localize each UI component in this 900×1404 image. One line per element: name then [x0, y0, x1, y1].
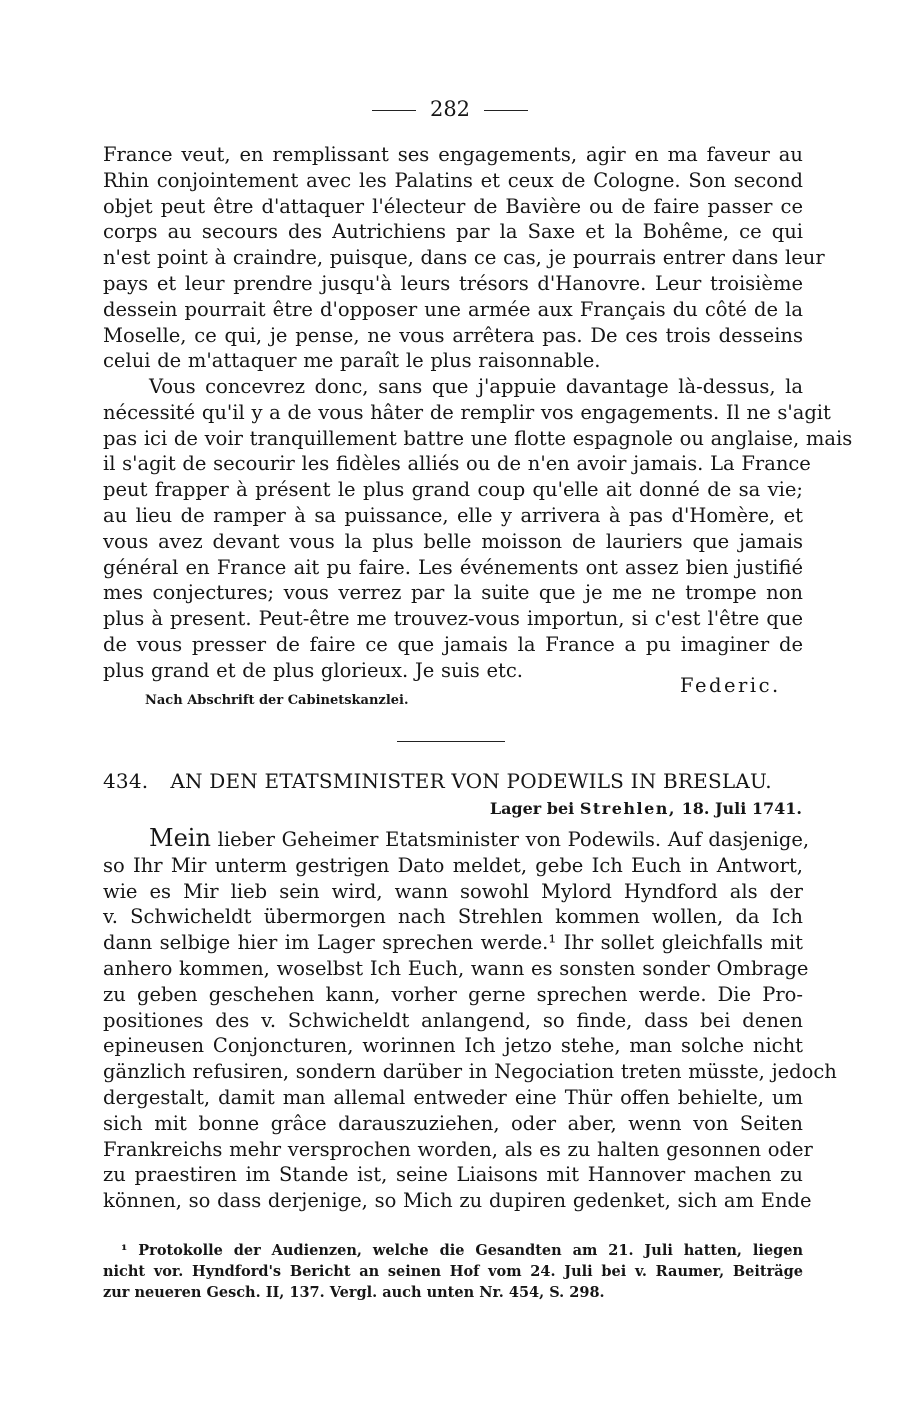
text-line: Rhin conjointement avec les Palatins et ceux de Cologne. Son second [103, 168, 803, 192]
text-line: de vous presser de faire ce que jamais la France a pu imaginer de [103, 632, 803, 656]
text-line: epineusen Conjoncturen, worinnen Ich jetzo stehe, man solche nicht [103, 1034, 803, 1058]
text-line: gänzlich refusiren, sondern darüber in Negociation treten müsste, jedoch [103, 1060, 837, 1084]
letter-paragraph-1 [103, 142, 825, 374]
footnote-line: ¹ Protokolle der Audienzen, welche die Gesandten am 21. Juli hatten, liegen [121, 1242, 803, 1259]
first-word: Mein [149, 824, 211, 852]
dateline-prefix: Lager bei [489, 799, 575, 818]
page-number: 282 [429, 97, 471, 121]
header-dash-right [484, 110, 528, 111]
text-line: Frankreichs mehr versprochen worden, als es zu halten gesonnen oder [103, 1137, 813, 1161]
text-line: pays et leur prendre jusqu'à leurs trésors d'Hanovre. Leur troisième [103, 271, 803, 295]
text-line: sich mit bonne grâce darauszuziehen, oder aber, wenn von Seiten [103, 1111, 803, 1135]
text-line: vous avez devant vous la plus belle moisson de lauriers que jamais [103, 529, 803, 553]
document-body [103, 824, 837, 1214]
text-line: peut frapper à présent le plus grand coup qu'elle ait donné de sa vie; [103, 478, 803, 502]
text-line: wie es Mir lieb sein wird, wann sowohl Mylord Hyndford als der [103, 879, 803, 903]
text-line: zu praestiren im Stande ist, seine Liaisons mit Hannover machen zu [103, 1163, 803, 1187]
text-line: dergestalt, damit man allemal entweder eine Thür offen behielte, um [103, 1085, 803, 1109]
section-divider [397, 741, 505, 742]
text-line: au lieu de ramper à sa puissance, elle y arrivera à pas d'Homère, et [103, 503, 803, 527]
text-line: v. Schwicheldt übermorgen nach Strehlen kommen wollen, da Ich [103, 905, 803, 929]
dateline-date: 18. Juli 1741. [681, 799, 802, 818]
footnotes [103, 1240, 803, 1303]
source-note: Nach Abschrift der Cabinetskanzlei. [145, 693, 409, 708]
text-line: plus grand et de plus glorieux. Je suis etc. [103, 658, 524, 682]
text-line: il s'agit de secourir les fidèles alliés ou de n'en avoir jamais. La France [103, 452, 811, 476]
document-heading [103, 768, 803, 794]
dateline [490, 799, 802, 818]
text-line: so Ihr Mir unterm gestrigen Dato meldet, gebe Ich Euch in Antwort, [103, 853, 803, 877]
text-line: plus à present. Peut-être me trouvez-vous importun, si c'est l'être que [103, 607, 803, 631]
dateline-place: Strehlen, [579, 799, 676, 818]
text-line: France veut, en remplissant ses engagements, agir en ma faveur au [103, 143, 803, 166]
text-line [103, 824, 810, 853]
footnote-line: zur neueren Gesch. II, 137. Vergl. auch unten Nr. 454, S. 298. [103, 1284, 605, 1301]
text-line: mes conjectures; vous verrez par la suite que je me ne trompe non [103, 581, 803, 605]
header-dash-left [372, 110, 416, 111]
letter-paragraph-2 [103, 374, 853, 684]
document-number: 434. [103, 769, 149, 793]
text-line: général en France ait pu faire. Les événements ont assez bien justifié [103, 555, 803, 579]
text-line: n'est point à craindre, puisque, dans ce cas, je pourrais entrer dans leur [103, 246, 825, 270]
text-line: Vous concevrez donc, sans que j'appuie davantage là-dessus, la [149, 375, 803, 398]
text-line-rest: lieber Geheimer Etatsminister von Podewils. Auf dasjenige, [210, 828, 810, 851]
text-line: dann selbige hier im Lager sprechen werde.¹ Ihr sollet gleichfalls mit [103, 931, 803, 955]
text-line: anhero kommen, woselbst Ich Euch, wann es sonsten sonder Ombrage [103, 956, 809, 980]
text-line: pas ici de voir tranquillement battre une flotte espagnole ou anglaise, mais [103, 426, 853, 450]
text-line: dessein pourrait être d'opposer une armée aux Français du côté de la [103, 297, 803, 321]
text-line: corps au secours des Autrichiens par la Saxe et la Bohême, ce qui [103, 220, 803, 244]
text-line: Moselle, ce qui, je pense, ne vous arrêtera pas. De ces trois desseins [103, 323, 803, 347]
footnote-line: nicht vor. Hyndford's Bericht an seinen Hof vom 24. Juli bei v. Raumer, Beiträge [103, 1263, 803, 1280]
page-header [0, 96, 900, 122]
text-line: celui de m'attaquer me paraît le plus raisonnable. [103, 349, 601, 373]
text-line: nécessité qu'il y a de vous hâter de remplir vos engagements. Il ne s'agit [103, 400, 831, 424]
text-line: zu geben geschehen kann, vorher gerne sprechen werde. Die Pro- [103, 982, 803, 1006]
signature: Federic. [680, 674, 781, 697]
text-line: können, so dass derjenige, so Mich zu dupiren gedenket, sich am Ende [103, 1189, 812, 1213]
text-line: positiones des v. Schwicheldt anlangend, so finde, dass bei denen [103, 1008, 803, 1032]
text-line: objet peut être d'attaquer l'électeur de Bavière ou de faire passer ce [103, 194, 803, 218]
document-title: AN DEN ETATSMINISTER VON PODEWILS IN BRESLAU. [170, 769, 772, 793]
